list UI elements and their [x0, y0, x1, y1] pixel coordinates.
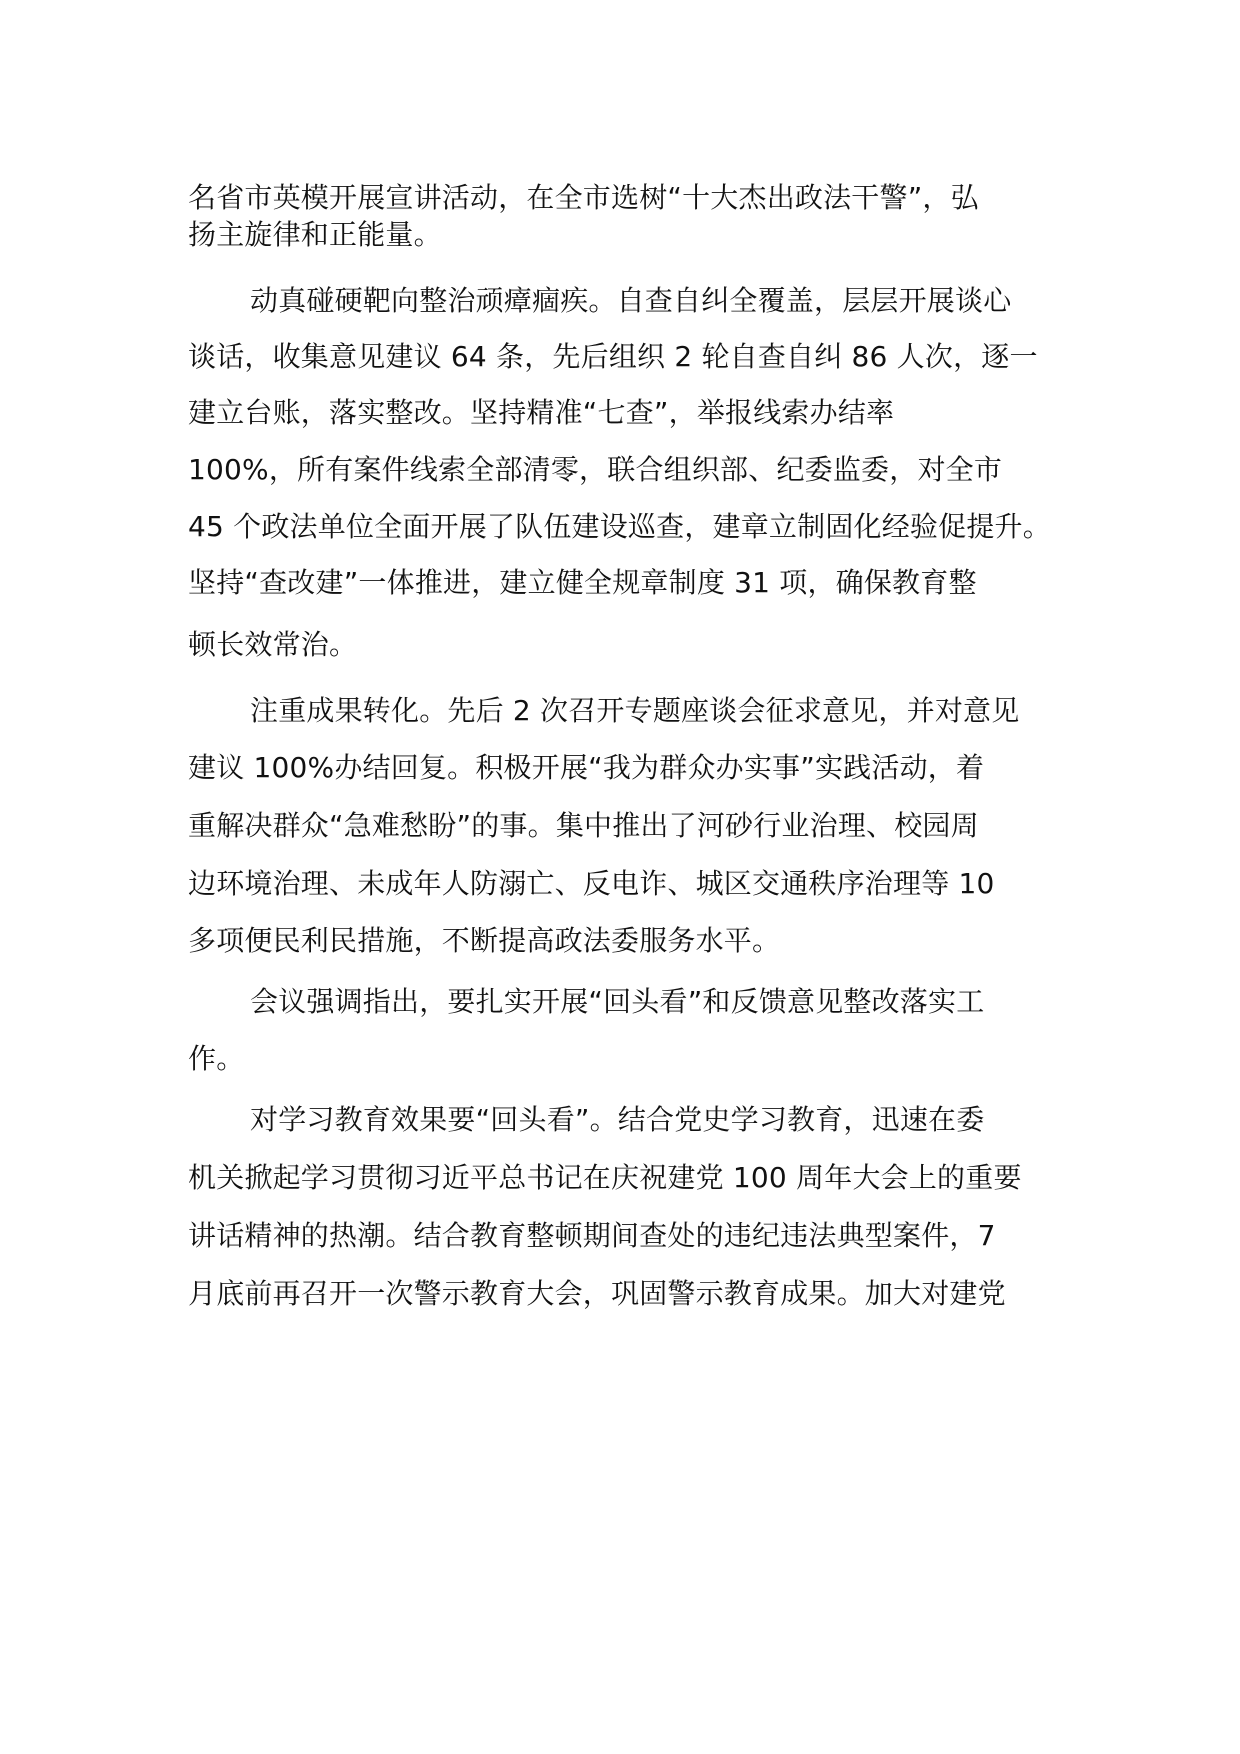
text-line: 建立台账，落实整改。坚持精准“七查”，举报线索办结率: [188, 396, 895, 429]
paragraph-first-line: 注重成果转化。先后 2 次召开专题座谈会征求意见，并对意见: [250, 694, 1020, 727]
paragraph-first-line: 对学习教育效果要“回头看”。结合党史学习教育，迅速在委: [250, 1103, 985, 1136]
text-line: 建议 100%办结回复。积极开展“我为群众办实事”实践活动，着: [188, 751, 985, 784]
text-line: 100%，所有案件线索全部清零，联合组织部、纪委监委，对全市: [188, 453, 1003, 486]
text-line: 坚持“查改建”一体推进，建立健全规章制度 31 项，确保教育整: [188, 566, 977, 599]
text-line: 重解决群众“急难愁盼”的事。集中推出了河砂行业治理、校园周: [188, 809, 979, 842]
text-line: 边环境治理、未成年人防溺亡、反电诈、城区交通秩序治理等 10: [188, 867, 995, 900]
paragraph-first-line: 会议强调指出，要扎实开展“回头看”和反馈意见整改落实工: [250, 985, 985, 1018]
text-line: 名省市英模开展宣讲活动，在全市选树“十大杰出政法干警”，弘: [188, 181, 979, 214]
text-line: 顿长效常治。: [188, 628, 358, 661]
text-line: 月底前再召开一次警示教育大会，巩固警示教育成果。加大对建党: [188, 1277, 1006, 1310]
text-line: 扬主旋律和正能量。: [188, 218, 442, 251]
text-line: 作。: [188, 1042, 245, 1075]
text-line: 谈话，收集意见建议 64 条，先后组织 2 轮自查自纠 86 人次，逐一: [188, 340, 1038, 373]
text-line: 讲话精神的热潮。结合教育整顿期间查处的违纪违法典型案件，7: [188, 1219, 996, 1252]
text-line: 多项便民利民措施，不断提高政法委服务水平。: [188, 924, 781, 957]
text-line: 45 个政法单位全面开展了队伍建设巡查，建章立制固化经验促提升。: [188, 510, 1051, 543]
text-line: 机关掀起学习贯彻习近平总书记在庆祝建党 100 周年大会上的重要: [188, 1161, 1022, 1194]
paragraph-first-line: 动真碰硬靶向整治顽瘴痼疾。自查自纠全覆盖，层层开展谈心: [250, 284, 1012, 317]
